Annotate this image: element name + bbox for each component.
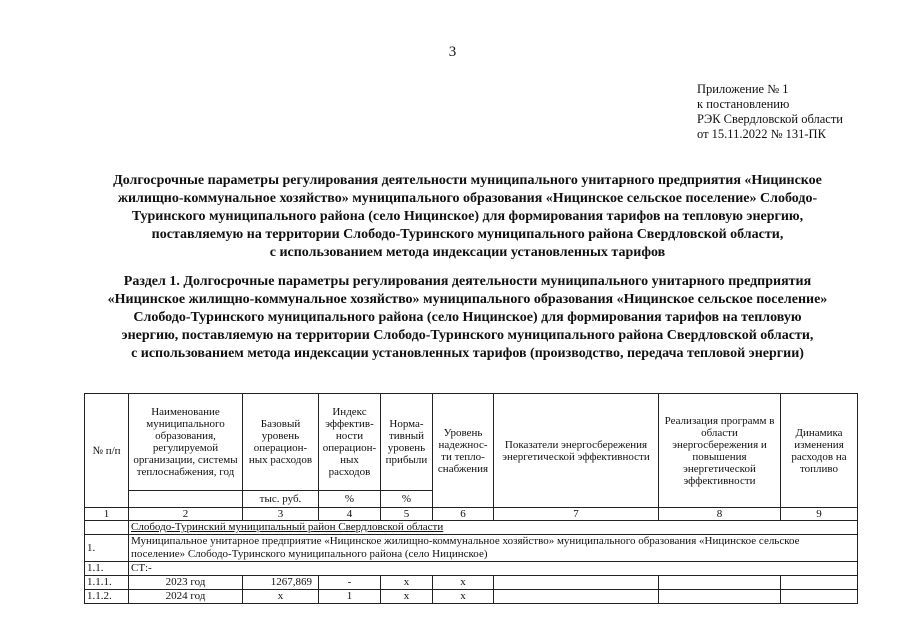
header-base: Базовый уровень операцион-ных расходов bbox=[243, 394, 319, 491]
column-number: 6 bbox=[433, 508, 494, 521]
column-number: 4 bbox=[319, 508, 381, 521]
column-number: 1 bbox=[85, 508, 129, 521]
section-line: Слободо-Туринского муниципального района (село Ницинское) для формирования тарифов на тепловую bbox=[133, 310, 802, 325]
table-row bbox=[85, 576, 858, 590]
section-line: Раздел 1. Долгосрочные параметры регулирования деятельности муниципального унитарного предприятия bbox=[123, 274, 812, 289]
header-reliability: Уровень надежнос-ти тепло-снабжения bbox=[433, 394, 494, 508]
row-number: 1. bbox=[85, 535, 129, 562]
header-name: Наименование муниципального образования, регулируемой организации, системы теплоснабжения, год bbox=[129, 394, 243, 491]
system-name: СТ:- bbox=[129, 562, 858, 576]
row-index: - bbox=[319, 576, 381, 590]
table-cell bbox=[659, 590, 781, 604]
column-number: 3 bbox=[243, 508, 319, 521]
title-line: с использованием метода индексации установленных тарифов bbox=[269, 245, 666, 260]
title-line: Долгосрочные параметры регулирования деятельности муниципального унитарного предприятия «Ницинское bbox=[113, 173, 822, 188]
row-year: 2023 год bbox=[129, 576, 243, 590]
title-line: поставляемую на территории Слободо-Туринского муниципального района Свердловской области, bbox=[151, 227, 784, 242]
column-number: 7 bbox=[494, 508, 659, 521]
column-number: 9 bbox=[781, 508, 858, 521]
header-dynamics: Динамика изменения расходов на топливо bbox=[781, 394, 858, 508]
table-cell bbox=[659, 576, 781, 590]
appendix-line: Приложение № 1 bbox=[697, 82, 789, 96]
header-name-cont bbox=[129, 491, 243, 508]
document-title bbox=[80, 172, 855, 262]
column-number: 2 bbox=[129, 508, 243, 521]
system-row bbox=[85, 562, 858, 576]
appendix-block bbox=[697, 82, 843, 142]
row-norm: х bbox=[381, 590, 433, 604]
header-programs: Реализация программ в области энергосбережения и повышения энергетической эффективности bbox=[659, 394, 781, 508]
row-norm: х bbox=[381, 576, 433, 590]
section-line: «Ницинское жилищно-коммунальное хозяйство» муниципального образования «Ницинское сельское поселение» bbox=[107, 292, 828, 307]
row-reliability: х bbox=[433, 590, 494, 604]
section-line: с использованием метода индексации установленных тарифов (производство, передача тепловой энергии) bbox=[131, 346, 804, 361]
title-line: жилищно-коммунальное хозяйство» муниципального образования «Ницинское сельское поселение» Слободо- bbox=[117, 191, 818, 206]
column-numbers-row bbox=[85, 508, 858, 521]
section-line: энергию, поставляемую на территории Слободо-Туринского муниципального района Свердловской области, bbox=[121, 328, 814, 343]
header-norm: Норма-тивный уровень прибыли bbox=[381, 394, 433, 491]
org-row bbox=[85, 535, 858, 562]
row-number: 1.1.2. bbox=[85, 590, 129, 604]
region-name: Слободо-Туринский муниципальный район Свердловской области bbox=[129, 521, 858, 535]
region-row bbox=[85, 521, 858, 535]
section-title bbox=[80, 273, 855, 363]
header-num: № п/п bbox=[85, 394, 129, 508]
table-cell bbox=[494, 590, 659, 604]
table-cell bbox=[85, 521, 129, 535]
row-reliability: х bbox=[433, 576, 494, 590]
header-indicators: Показатели энергосбережения энергетической эффективности bbox=[494, 394, 659, 508]
unit-norm: % bbox=[381, 491, 433, 508]
page-number: 3 bbox=[448, 44, 457, 60]
row-index: 1 bbox=[319, 590, 381, 604]
column-number: 5 bbox=[381, 508, 433, 521]
unit-base: тыс. руб. bbox=[243, 491, 319, 508]
header-index: Индекс эффектив-ности операцион-ных расходов bbox=[319, 394, 381, 491]
appendix-line: РЭК Свердловской области bbox=[697, 112, 843, 126]
appendix-line: от 15.11.2022 № 131-ПК bbox=[697, 127, 826, 141]
appendix-line: к постановлению bbox=[697, 97, 790, 111]
table-row bbox=[85, 590, 858, 604]
row-base: 1267,869 bbox=[243, 576, 319, 590]
unit-index: % bbox=[319, 491, 381, 508]
org-name: Муниципальное унитарное предприятие «Ницинское жилищно-коммунальное хозяйство» муниципального образования «Ницинское сельское поселение» Слободо-Туринского муниципального района (село Ницинское) bbox=[129, 535, 858, 562]
table-cell bbox=[781, 590, 858, 604]
title-line: Туринского муниципального района (село Ницинское) для формирования тарифов на тепловую энергию, bbox=[131, 209, 804, 224]
row-base: х bbox=[243, 590, 319, 604]
table-cell bbox=[494, 576, 659, 590]
column-number: 8 bbox=[659, 508, 781, 521]
parameters-table bbox=[84, 393, 858, 604]
row-number: 1.1. bbox=[85, 562, 129, 576]
row-year: 2024 год bbox=[129, 590, 243, 604]
table-cell bbox=[781, 576, 858, 590]
row-number: 1.1.1. bbox=[85, 576, 129, 590]
